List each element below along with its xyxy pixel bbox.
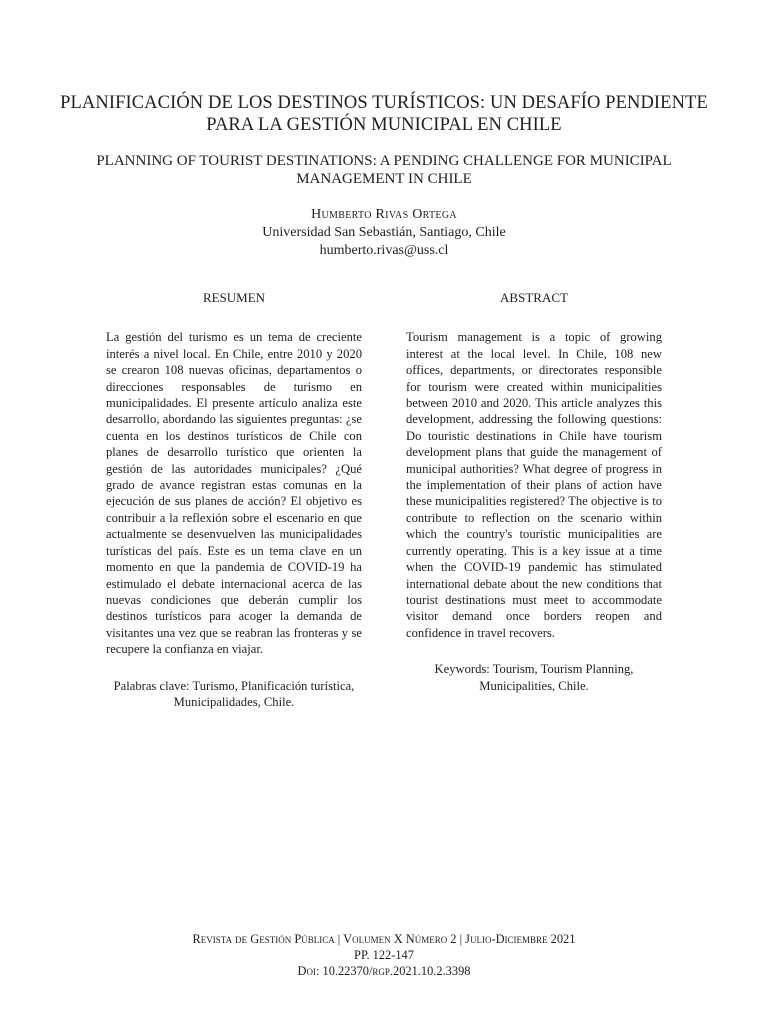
abstract-column xyxy=(406,290,662,694)
author-block xyxy=(60,206,708,260)
author-email: humberto.rivas@uss.cl xyxy=(319,243,449,258)
article-title-spanish: PLANIFICACIÓN DE LOS DESTINOS TURÍSTICOS: UN DESAFÍO PENDIENTE PARA LA GESTIÓN MUNICIPAL EN CHILE xyxy=(60,93,708,135)
abstract-keywords: Keywords: Tourism, Tourism Planning, Municipalities, Chile. xyxy=(434,662,634,693)
resumen-keywords: Palabras clave: Turismo, Planificación turística, Municipalidades, Chile. xyxy=(113,678,355,709)
author-affiliation: Universidad San Sebastián, Santiago, Chile xyxy=(262,225,506,240)
page-range: PP. 122-147 xyxy=(354,948,414,962)
abstract-heading: ABSTRACT xyxy=(500,290,568,305)
doi: Doi: 10.22370/rgp.2021.10.2.3398 xyxy=(297,964,471,978)
resumen-column xyxy=(106,290,362,710)
journal-footer xyxy=(60,931,708,979)
resumen-body: La gestión del turismo es un tema de creciente interés a nivel local. En Chile, entre 2010 y 2020 se crearon 108 nuevas oficinas, departamentos o direcciones responsables de turismo en municipalidades. El presente artículo analiza este desarrollo, abordando las siguientes preguntas: ¿se cuenta en los destinos turísticos de Chile con planes de desarrollo turístico que orienten la gestión de las autoridades municipales? ¿Qué grado de avance registran estas comunas en la ejecución de sus planes de acción? El objetivo es contribuir a la reflexión sobre el escenario en que actualmente se desenvuelven las municipalidades turísticas del país. Este es un tema clave en un momento en que la pandemia de COVID-19 ha estimulado el debate internacional acerca de las nuevas condiciones que deberán cumplir los destinos turísticos para acoger la demanda de visitantes una vez que se reabran las fronteras y se recupere la confianza en viajar. xyxy=(106,330,362,657)
article-title-english: PLANNING OF TOURIST DESTINATIONS: A PENDING CHALLENGE FOR MUNICIPAL MANAGEMENT IN CHILE xyxy=(96,153,672,187)
resumen-heading: RESUMEN xyxy=(202,290,266,305)
author-name: Humberto Rivas Ortega xyxy=(311,207,457,222)
journal-line: Revista de Gestión Pública | Volumen X Número 2 | Julio-Diciembre 2021 xyxy=(192,932,576,946)
abstract-body: Tourism management is a topic of growing interest at the local level. In Chile, 108 new offices, departments, or directorates responsible for tourism were created within municipalities between 2010 and 2020. This article analyzes this development, addressing the following questions: Do touristic destinations in Chile have tourism development plans that guide the management of municipal authorities? What degree of progress in the implementation of their plans of action have these municipalities registered? The objective is to contribute to reflection on the scenario within which the country's touristic municipalities are currently operating. This is a key issue at a time when the COVID-19 pandemic has stimulated international debate about the new conditions that tourist destinations must meet to accommodate visitor demand once borders reopen and confidence in travel recovers. xyxy=(406,330,662,640)
